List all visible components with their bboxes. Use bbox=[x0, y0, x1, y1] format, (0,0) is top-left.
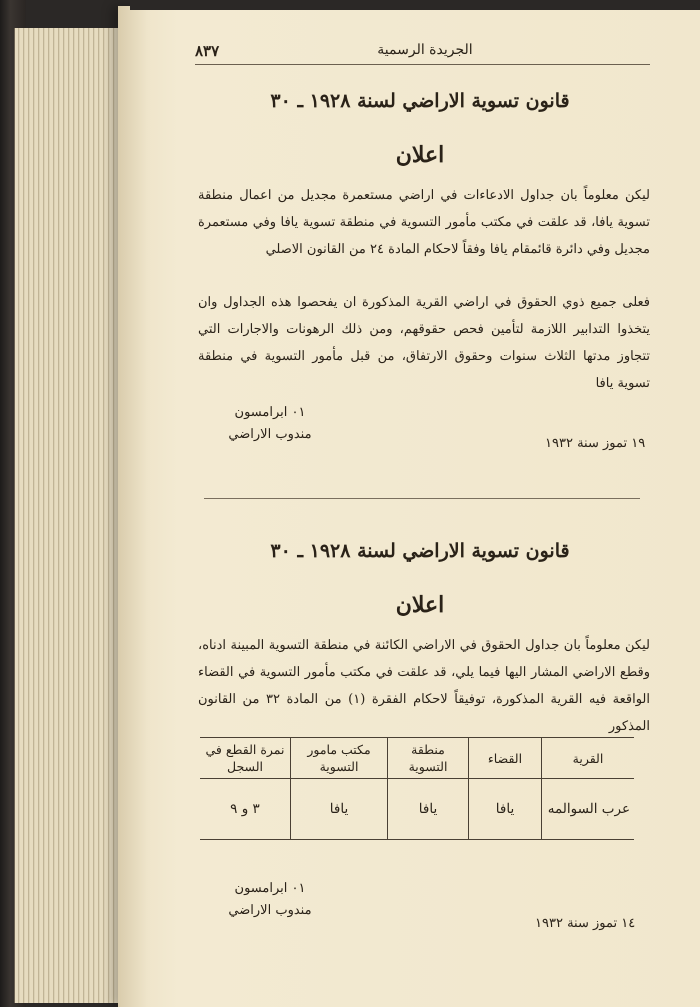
running-head: الجريدة الرسمية bbox=[377, 42, 473, 58]
notice2-signer-title: مندوب الاراضي bbox=[228, 903, 312, 918]
settlement-table bbox=[200, 737, 634, 840]
notice1-announcement-heading: اعلان bbox=[395, 142, 445, 168]
table-cell-settlement-office: يافا bbox=[291, 779, 388, 840]
notice1-signer-name: ٠١ ابرامسون bbox=[234, 405, 306, 420]
notice2-announcement-heading: اعلان bbox=[395, 592, 445, 618]
notice2-signer-name: ٠١ ابرامسون bbox=[234, 881, 306, 896]
notice1-signer-title: مندوب الاراضي bbox=[228, 427, 312, 442]
notice1-paragraph-1: ليكن معلوماً بان جداول الادعاءات في اراضي مستعمرة مجديل من اعمال منطقة تسوية يافا، قد علقت في مكتب مأمور التسوية في منطقة تسوية يافا وفي مستعمرة مجديل وفي دائرة قائمقام يافا وفقاً لاحكام المادة ٢٤ من القانون الاصلي bbox=[198, 188, 650, 257]
table-cell-village: عرب السوالمه bbox=[542, 779, 635, 840]
notice2-law-title: قانون تسوية الاراضي لسنة ١٩٢٨ ـ ٣٠ bbox=[270, 540, 570, 562]
notice2-paragraph-1: ليكن معلوماً بان جداول الحقوق في الاراضي الكائنة في منطقة التسوية المبينة ادناه، وقطع الاراضي المشار اليها فيما يلي، قد علقت في مكتب مأمور التسوية في القضاء الواقعة فيه القرية المذكورة، توفيقاً لاحكام الفقرة (١) من المادة ٣٢ من القانون المذكور bbox=[198, 638, 650, 734]
table-header-cell: منطقة التسوية bbox=[388, 738, 469, 779]
page-number: ٨٣٧ bbox=[195, 42, 220, 60]
notice1-paragraph-2: فعلى جميع ذوي الحقوق في اراضي القرية المذكورة ان يفحصوا هذه الجداول وان يتخذوا التدابير اللازمة لتأمين فحص حقوقهم، ومن ذلك الرهونات والاجارات التي تتجاوز مدتها الثلاث سنوات وحقوق الارتفاق، من قبل مأمور التسوية في منطقة تسوية يافا bbox=[198, 295, 650, 391]
table-header-cell: القرية bbox=[542, 738, 635, 779]
table-row bbox=[200, 779, 634, 840]
notice1-law-title: قانون تسوية الاراضي لسنة ١٩٢٨ ـ ٣٠ bbox=[270, 90, 570, 112]
table-header-cell: مكتب مامور التسوية bbox=[291, 738, 388, 779]
table-header-cell: القضاء bbox=[469, 738, 542, 779]
notice2-date: ١٤ تموز سنة ١٩٣٢ bbox=[535, 916, 636, 931]
notice1-date: ١٩ تموز سنة ١٩٣٢ bbox=[545, 436, 646, 451]
table-cell-district: يافا bbox=[469, 779, 542, 840]
table-header-row bbox=[200, 738, 634, 779]
table-cell-parcel-numbers: ٣ و ٩ bbox=[230, 801, 260, 817]
table-header-cell: نمرة القطع في السجل bbox=[200, 738, 291, 779]
page-header bbox=[195, 40, 650, 65]
table-cell-settlement-area: يافا bbox=[388, 779, 469, 840]
notice1-signature bbox=[215, 402, 325, 446]
section-divider bbox=[204, 498, 640, 499]
notice2-signature bbox=[215, 878, 325, 922]
